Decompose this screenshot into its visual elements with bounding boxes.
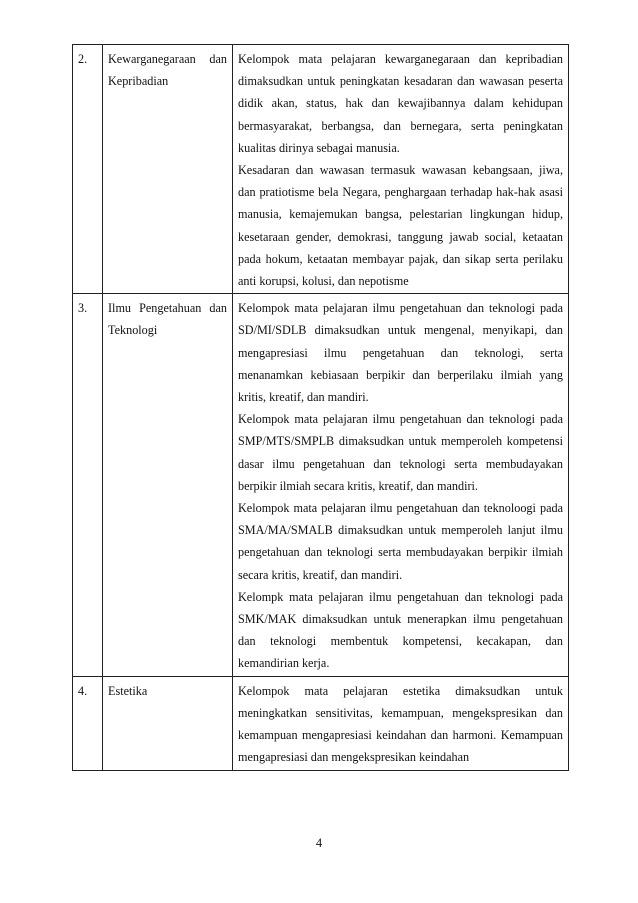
table-row xyxy=(73,45,569,294)
description-paragraph: Kelompok mata pelajaran ilmu pengetahuan dan teknologi pada SD/MI/SDLB dimaksudkan untuk mengenal, menyikapi, dan mengapresiasi ilmu pengetahuan dan teknologi, serta menanamkan kebiasaan berpikir dan berperilaku ilmiah yang kritis, kreatif, dan mandiri. xyxy=(238,301,563,405)
subject-name: Ilmu Pengetahuan dan Teknologi xyxy=(103,294,233,676)
subject-name: Estetika xyxy=(103,676,233,770)
table-row xyxy=(73,294,569,676)
description-paragraph: Kelompok mata pelajaran kewarganegaraan dan kepribadian dimaksudkan untuk peningkatan kesadaran dan wawasan peserta didik akan, status, hak dan kewajibannya dalam kehidupan bermasyarakat, berbangsa, dan bernegara, serta peningkatan kualitas dirinya sebagai manusia. xyxy=(238,52,563,155)
description-paragraph: Kesadaran dan wawasan termasuk wawasan kebangsaan, jiwa, dan pratiotisme bela Negara, penghargaan terhadap hak-hak asasi manusia, kemajemukan bangsa, pelestarian lingkungan hidup, kesetaraan gender, demokrasi, tanggung jawab social, ketaatan pada hokum, ketaatan membayar pajak, dan sikap serta perilaku anti korupsi, kolusi, dan nepotisme xyxy=(238,163,563,289)
row-number: 3. xyxy=(73,294,103,676)
description-paragraph: Kelompok mata pelajaran estetika dimaksudkan untuk meningkatkan sensitivitas, kemampuan, mengekspresikan dan kemampuan mengapresiasi keindahan dan harmoni. Kemampuan mengapresiasi dan mengekspresikan keindahan xyxy=(238,683,563,765)
description-paragraph: Kelompk mata pelajaran ilmu pengetahuan dan teknologi pada SMK/MAK dimaksudkan untuk menerapkan ilmu pengetahuan dan teknologi membentuk kompetensi, kecakapan, dan kemandirian kerja. xyxy=(238,589,563,671)
subject-description xyxy=(233,45,569,294)
subject-description xyxy=(233,676,569,770)
row-number: 4. xyxy=(73,676,103,770)
description-paragraph: Kelompok mata pelajaran ilmu pengetahuan dan teknoloogi pada SMA/MA/SMALB dimaksudkan untuk memperoleh lanjut ilmu pengetahuan dan teknologi serta membudayakan berpikir ilmiah secara kritis, kreatif, dan mandiri. xyxy=(238,501,563,582)
subject-table xyxy=(72,44,569,771)
subject-name: Kewarganegaraan dan Kepribadian xyxy=(103,45,233,294)
table-row xyxy=(73,676,569,770)
row-number: 2. xyxy=(73,45,103,294)
page-number: 4 xyxy=(315,836,323,850)
description-paragraph: Kelompok mata pelajaran ilmu pengetahuan dan teknologi pada SMP/MTS/SMPLB dimaksudkan untuk memperoleh kompetensi dasar ilmu pengetahuan dan teknologi serta membudayakan berpikir ilmiah secara kritis, kreatif, dan mandiri. xyxy=(238,412,563,493)
subject-description xyxy=(233,294,569,676)
